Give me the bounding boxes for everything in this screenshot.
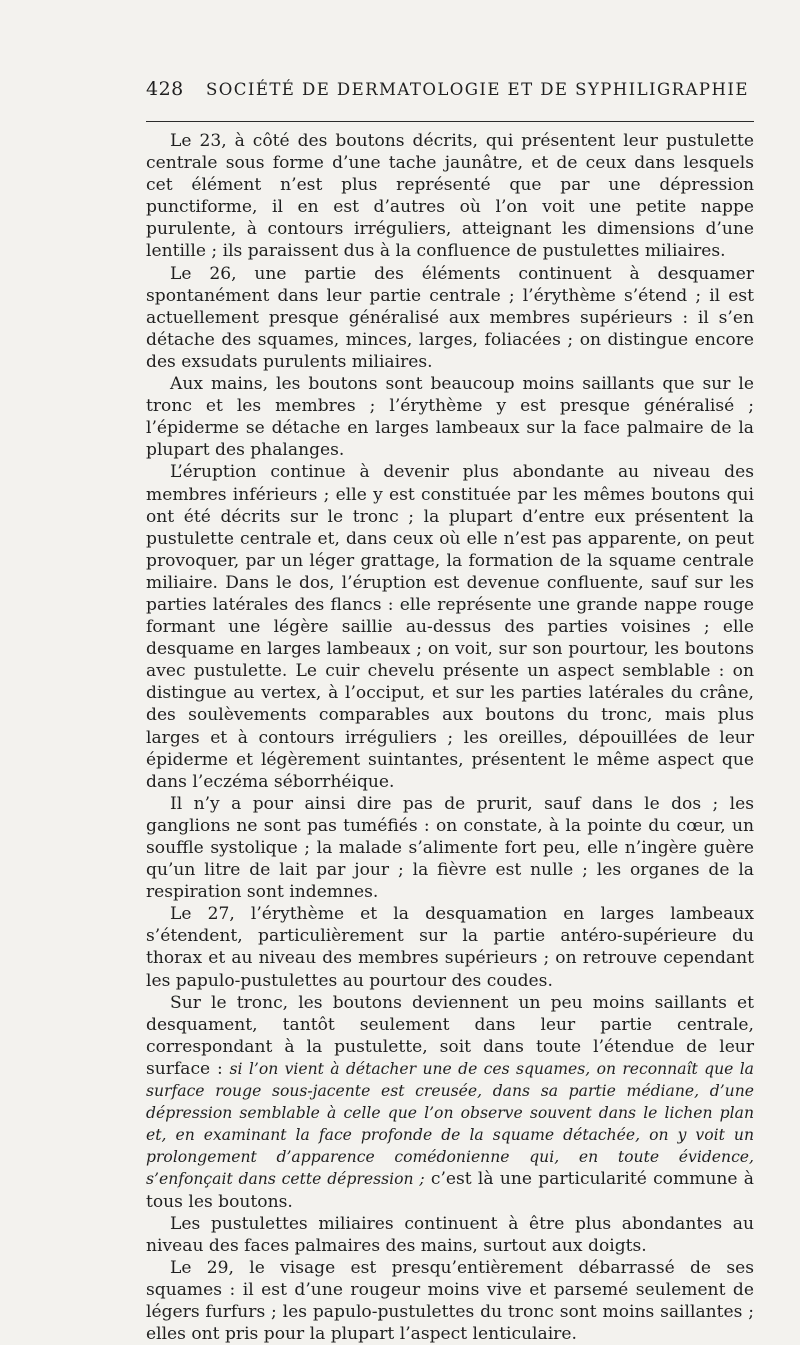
paragraph: Le 23, à côté des boutons décrits, qui présentent leur pustulette centrale sous forme d’une tache jaunâtre, et de ceux dans lesquels cet élément n’est plus représenté que par une dépression punctiforme, il en est d’autres où l’on voit une petite nappe purulente, à contours irréguliers, atteignant les dimensions d’une lentille ; ils paraissent dus à la confluence de pustulettes miliaires. [146,131,754,262]
paragraph: Le 26, une partie des éléments continuent à desquamer spontanément dans leur partie centrale ; l’érythème s’étend ; il est actuellement presque généralisé aux membres supérieurs : il s’en détache des squames, minces, larges, foliacées ; on distingue encore des exsudats purulents miliaires. [146,263,754,372]
paragraph-tail-text: c’est là une particularité commune à tous les boutons. [146,1169,754,1212]
body-text [146,130,754,1345]
paragraph: Le 29, le visage est presqu’entièrement débarrassé de ses squames : il est d’une rougeur moins vive et parsemé seulement de légers furfurs ; les papulo-pustulettes du tronc sont moins saillantes ; elles ont pris pour la plupart l’aspect lenticulaire. [146,1257,754,1345]
header-rule [146,121,754,122]
paragraph: Aux mains, les boutons sont beaucoup moins saillants que sur le tronc et les membres ; l’érythème y est presque généralisé ; l’épiderme se détache en larges lambeaux sur la face palmaire de la plupart des phalanges. [146,374,754,461]
paragraph-lead-text: Sur le tronc, les boutons deviennent un peu moins saillants et desquament, tantôt seulement dans leur partie centrale, correspondant à la pustulette, soit dans toute l’étendue de leur surface : [146,992,754,1079]
paragraph: Le 27, l’érythème et la desquamation en larges lambeaux s’étendent, particulièrement sur la partie antéro-supérieure du thorax et au niveau des membres supérieurs ; on retrouve cependant les papulo-pustulettes au pourtour des coudes. [146,904,754,991]
page-number: 428 [146,78,184,100]
paragraph-with-italic-passage [146,992,754,1213]
italic-passage: si l’on vient à détacher une de ces squames, on reconnaît que la surface rouge sous-jacente est creusée, dans sa partie médiane, d’une dépression semblable à celle que l’on observe souvent dans le lichen plan et, en examinant la face profonde de la squame détachée, on y voit un prolongement d’apparence comédonienne qui, en toute évidence, s’enfonçait dans cette dépression ; [146,1059,754,1189]
running-title: SOCIÉTÉ DE DERMATOLOGIE ET DE SYPHILIGRAPHIE [206,80,749,99]
paragraph: Il n’y a pour ainsi dire pas de prurit, sauf dans le dos ; les ganglions ne sont pas tuméfiés : on constate, à la pointe du cœur, un souffle systolique ; la malade s’alimente fort peu, elle n’ingère guère qu’un litre de lait par jour ; la fièvre est nulle ; les organes de la respiration sont indemnes. [146,793,754,903]
page-header [146,78,754,108]
paragraph: Les pustulettes miliaires continuent à être plus abondantes au niveau des faces palmaires des mains, surtout aux doigts. [146,1213,754,1256]
paragraph: L’éruption continue à devenir plus abondante au niveau des membres inférieurs ; elle y est constituée par les mêmes boutons qui ont été décrits sur le tronc ; la plupart d’entre eux présentent la pustulette centrale et, dans ceux où elle n’est pas apparente, on peut provoquer, par un léger grattage, la formation de la squame centrale miliaire. Dans le dos, l’éruption est devenue confluente, sauf sur les parties latérales des flancs : elle représente une grande nappe rouge formant une légère saillie au-dessus des parties voisines ; elle desquame en larges lambeaux ; on voit, sur son pourtour, les boutons avec pustulette. Le cuir chevelu présente un aspect semblable : on distingue au vertex, à l’occiput, et sur les parties latérales du crâne, des soulèvements comparables aux boutons du tronc, mais plus larges et à contours irréguliers ; les oreilles, dépouillées de leur épiderme et légèrement suintantes, présentent le même aspect que dans l’eczéma séborrhéique. [146,462,754,792]
